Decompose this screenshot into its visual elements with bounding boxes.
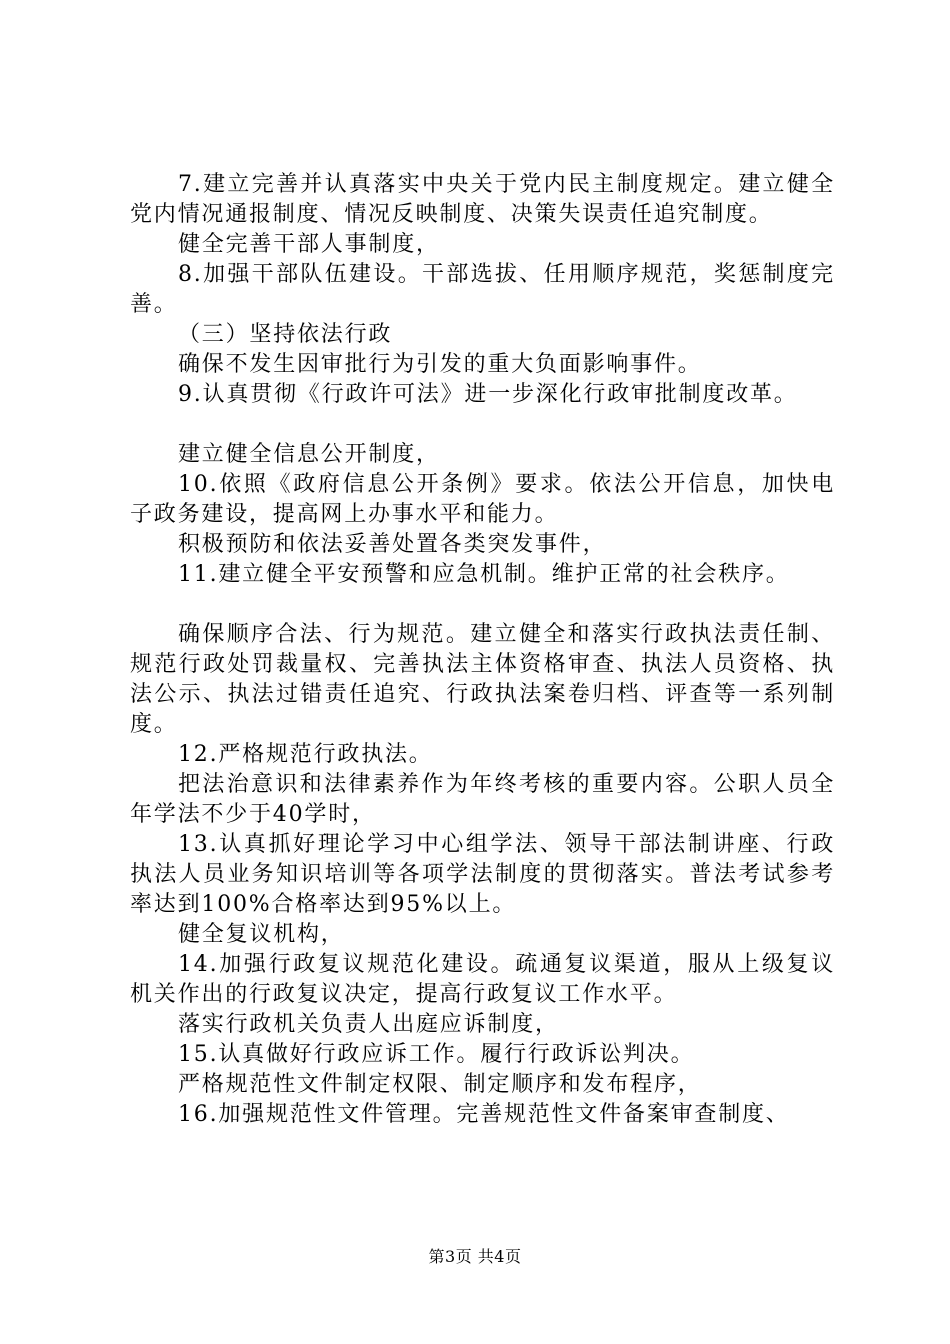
paragraph-item-13: 13.认真抓好理论学习中心组学法、领导干部法制讲座、行政执法人员业务知识培训等各项学法制度的贯彻落实。普法考试参考率达到100%合格率达到95%以上。 [130, 832, 835, 917]
paragraph-emergency: 积极预防和依法妥善处置各类突发事件， [178, 532, 607, 557]
paragraph-item-7: 7.建立完善并认真落实中央关于党内民主制度规定。建立健全党内情况通报制度、情况反映制度、决策失误责任追究制度。 [130, 172, 835, 227]
paragraph-review-agency: 健全复议机构， [178, 922, 345, 947]
paragraph-item-10: 10.依照《政府信息公开条例》要求。依法公开信息，加快电子政务建设，提高网上办事水平和能力。 [130, 472, 835, 527]
paragraph-legal-awareness: 把法治意识和法律素养作为年终考核的重要内容。公职人员全年学法不少于40学时， [130, 772, 835, 827]
paragraph-approval-safety: 确保不发生因审批行为引发的重大负面影响事件。 [178, 352, 702, 377]
paragraph-item-12: 12.严格规范行政执法。 [178, 742, 433, 767]
paragraph-item-15: 15.认真做好行政应诉工作。履行行政诉讼判决。 [178, 1042, 695, 1067]
document-body [130, 170, 835, 1130]
paragraph-item-16: 16.加强规范性文件管理。完善规范性文件备案审查制度、 [178, 1102, 790, 1127]
page-number-footer: 第3页 共4页 [428, 1247, 522, 1266]
paragraph-cadre-system: 健全完善干部人事制度， [178, 232, 440, 257]
paragraph-item-9: 9.认真贯彻《行政许可法》进一步深化行政审批制度改革。 [178, 382, 798, 407]
section-heading-3: （三）坚持依法行政 [178, 322, 393, 347]
paragraph-item-11: 11.建立健全平安预警和应急机制。维护正常的社会秩序。 [178, 562, 790, 587]
paragraph-gap [130, 590, 835, 620]
paragraph-normative-documents: 严格规范性文件制定权限、制定顺序和发布程序， [178, 1072, 702, 1097]
paragraph-gap [130, 410, 835, 440]
paragraph-item-14: 14.加强行政复议规范化建设。疏通复议渠道，服从上级复议机关作出的行政复议决定，提高行政复议工作水平。 [130, 952, 835, 1007]
paragraph-info-disclosure: 建立健全信息公开制度， [178, 442, 440, 467]
paragraph-item-8: 8.加强干部队伍建设。干部选拔、任用顺序规范，奖惩制度完善。 [130, 262, 835, 317]
paragraph-court-appearance: 落实行政机关负责人出庭应诉制度， [178, 1012, 559, 1037]
paragraph-enforcement-system: 确保顺序合法、行为规范。建立健全和落实行政执法责任制、规范行政处罚裁量权、完善执法主体资格审查、执法人员资格、执法公示、执法过错责任追究、行政执法案卷归档、评查等一系列制度。 [130, 622, 835, 737]
